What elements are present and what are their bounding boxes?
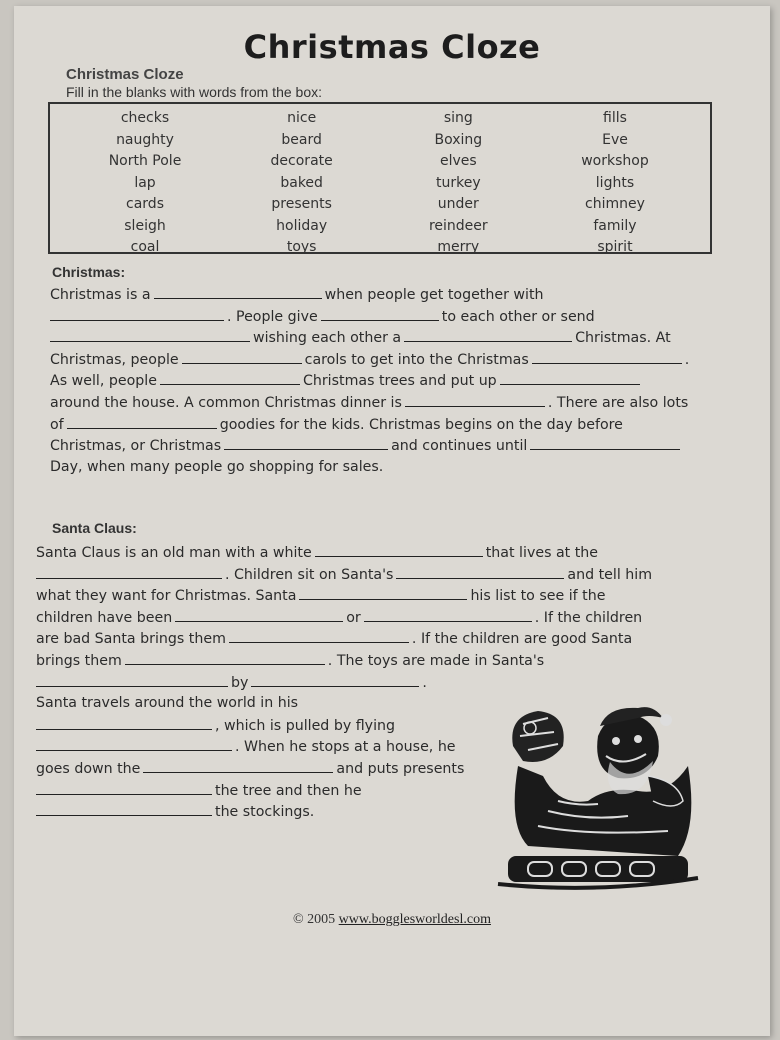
blank[interactable] — [36, 780, 212, 795]
word: Boxing — [434, 131, 483, 148]
word: decorate — [270, 153, 333, 169]
word: beard — [281, 131, 322, 148]
blank[interactable] — [182, 349, 302, 364]
word: turkey — [436, 174, 481, 191]
text: Christmas, or Christmas — [50, 438, 222, 455]
text: . There are also lots — [547, 394, 689, 411]
text: to each other or send — [441, 308, 595, 325]
text-line — [36, 585, 652, 607]
word-column-3 — [383, 108, 533, 255]
word-column-1 — [70, 108, 220, 255]
text: and tell him — [567, 566, 653, 583]
text: brings them — [36, 652, 122, 669]
blank[interactable] — [36, 715, 212, 730]
text-line — [36, 650, 652, 672]
word-column-2 — [227, 108, 377, 255]
text-line — [50, 435, 689, 457]
page-title: Christmas Cloze — [243, 28, 541, 66]
blank[interactable] — [396, 564, 564, 579]
word: spirit — [597, 239, 633, 255]
text: Christmas is a — [50, 287, 151, 303]
blank[interactable] — [36, 801, 212, 816]
text: and continues until — [391, 438, 528, 455]
text: wishing each other a — [253, 330, 402, 347]
instructions: Fill in the blanks with words from the box: — [66, 84, 322, 100]
word: fills — [603, 110, 627, 126]
word-column-4 — [540, 108, 690, 255]
word: presents — [271, 196, 332, 212]
word: reindeer — [428, 217, 488, 234]
text: goes down the — [36, 760, 141, 777]
blank[interactable] — [315, 542, 483, 557]
text: carols to get into the Christmas — [304, 351, 529, 368]
blank[interactable] — [532, 349, 682, 364]
text: . — [422, 674, 427, 691]
word-box — [48, 102, 712, 254]
text: around the house. A common Christmas dinner is — [50, 394, 402, 411]
section-heading-santa: Santa Claus: — [52, 520, 137, 536]
word: cards — [126, 196, 164, 212]
text: . Children sit on Santa's — [225, 566, 394, 583]
word: lights — [595, 174, 635, 191]
blank[interactable] — [364, 607, 532, 622]
blank[interactable] — [160, 370, 300, 385]
text: are bad Santa brings them — [36, 631, 226, 648]
text: , which is pulled by flying — [215, 717, 396, 734]
text: and puts presents — [336, 760, 465, 777]
blank[interactable] — [154, 284, 322, 299]
blank[interactable] — [143, 758, 333, 773]
santa-sleigh-illustration — [488, 706, 708, 896]
blank[interactable] — [36, 736, 232, 751]
word: Eve — [602, 131, 628, 148]
blank[interactable] — [36, 672, 228, 687]
text-line — [36, 672, 652, 694]
text: of — [50, 416, 64, 433]
blank[interactable] — [125, 650, 325, 665]
word: North Pole — [108, 153, 182, 169]
blank[interactable] — [404, 327, 572, 342]
word: elves — [439, 153, 477, 169]
blank[interactable] — [175, 607, 343, 622]
text-line — [50, 392, 689, 414]
word: lap — [134, 174, 156, 191]
blank[interactable] — [229, 628, 409, 643]
website-link[interactable]: www.bogglesworldesl.com — [338, 912, 491, 927]
text: children have been — [36, 609, 173, 626]
word: toys — [286, 239, 317, 255]
section-heading-christmas: Christmas: — [52, 264, 126, 280]
text: . If the children — [534, 609, 643, 626]
blank[interactable] — [405, 392, 545, 407]
text: what they want for Christmas. Santa — [36, 588, 297, 605]
worksheet-page — [14, 6, 770, 1036]
blank[interactable] — [299, 585, 467, 600]
text: . People give — [227, 308, 318, 325]
worksheet-subtitle: Christmas Cloze — [66, 66, 184, 83]
blank[interactable] — [50, 327, 250, 342]
word: workshop — [581, 153, 649, 169]
word: naughty — [116, 131, 174, 148]
text-line — [36, 607, 652, 629]
text-line — [36, 628, 652, 650]
word: merry — [437, 239, 480, 255]
word: coal — [130, 239, 160, 255]
text-line — [50, 284, 689, 306]
text: or — [346, 609, 361, 626]
text: by — [231, 674, 249, 691]
word: nice — [287, 110, 317, 126]
text: . The toys are made in Santa's — [327, 652, 545, 669]
blank[interactable] — [251, 672, 419, 687]
word: checks — [120, 110, 170, 126]
text: . When he stops at a house, he — [235, 739, 456, 756]
text: . — [684, 351, 690, 368]
word: baked — [280, 174, 323, 191]
text: the stockings. — [215, 804, 315, 821]
blank[interactable] — [224, 435, 388, 450]
text-line — [50, 349, 689, 371]
text-line — [50, 457, 689, 479]
text-line — [50, 414, 689, 436]
text: the tree and then he — [215, 782, 362, 799]
text: Christmas trees and put up — [302, 373, 497, 390]
word: holiday — [276, 217, 328, 234]
text-line — [50, 306, 689, 328]
text: Christmas. At — [575, 330, 671, 347]
blank[interactable] — [36, 564, 222, 579]
blank[interactable] — [67, 414, 217, 429]
text-line — [36, 564, 652, 586]
footer — [14, 912, 770, 928]
text: when people get together with — [324, 287, 544, 303]
word: chimney — [585, 196, 645, 212]
text-line — [50, 327, 689, 349]
blank[interactable] — [321, 306, 439, 321]
word: sing — [443, 110, 473, 126]
text-line — [36, 542, 652, 564]
blank[interactable] — [50, 306, 224, 321]
blank[interactable] — [530, 435, 680, 450]
text: Christmas, people — [50, 351, 179, 368]
word: under — [437, 196, 479, 212]
text: Day, when many people go shopping for sales. — [50, 458, 384, 475]
copyright: © 2005 — [293, 912, 336, 927]
text: his list to see if the — [470, 588, 606, 605]
text: . If the children are good Santa — [411, 631, 633, 648]
word: family — [593, 217, 637, 234]
christmas-paragraph — [50, 284, 689, 478]
text: Santa travels around the world in his — [36, 695, 299, 712]
text-line — [50, 370, 689, 392]
text: Santa Claus is an old man with a white — [36, 545, 312, 561]
word: sleigh — [124, 217, 166, 234]
text: goodies for the kids. Christmas begins on the day before — [219, 416, 623, 433]
text: As well, people — [50, 373, 157, 390]
text: that lives at the — [485, 545, 599, 561]
blank[interactable] — [500, 370, 640, 385]
